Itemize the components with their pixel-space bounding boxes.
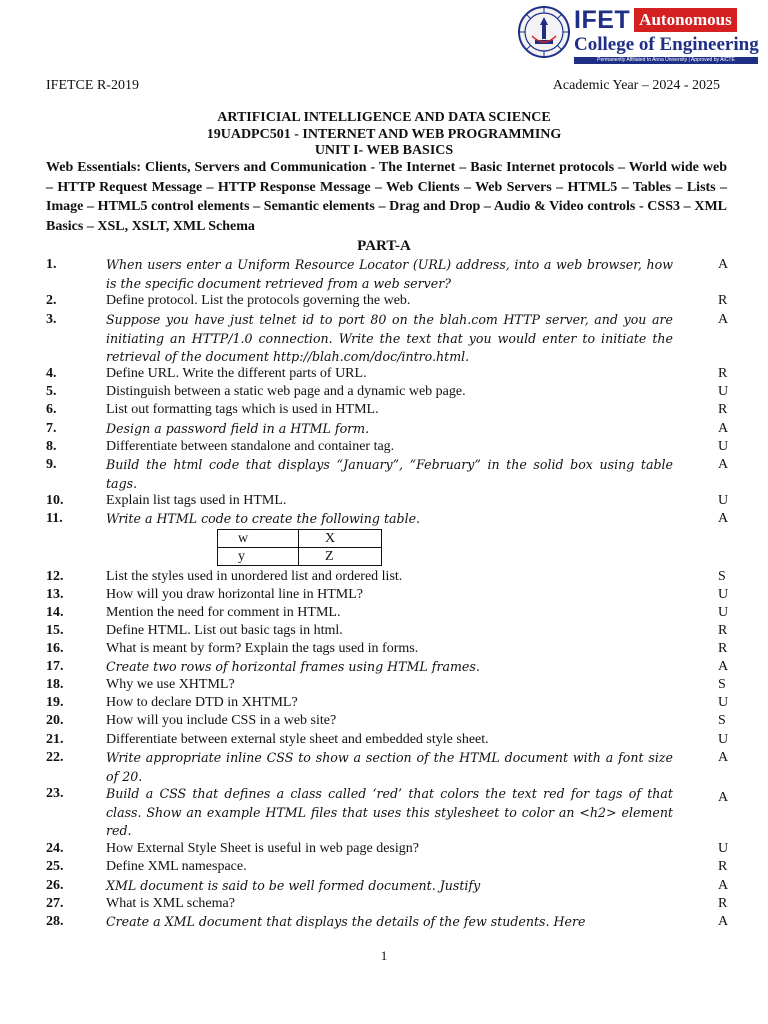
question-number: 21.: [46, 732, 64, 747]
question-text: Define HTML. List out basic tags in html.: [106, 623, 343, 638]
bloom-level: R: [718, 896, 728, 911]
question-text: Differentiate between standalone and container tag.: [106, 439, 395, 454]
question-text: Distinguish between a static web page and a dynamic web page.: [106, 384, 466, 399]
question-number: 2.: [46, 293, 57, 308]
question-number: 14.: [46, 605, 64, 620]
question-text: What is XML schema?: [106, 896, 235, 911]
question-text: How to declare DTD in XHTML?: [106, 695, 298, 710]
question-text: Design a password field in a HTML form.: [106, 421, 370, 436]
bloom-level: R: [718, 366, 728, 381]
question-text: XML document is said to be well formed document. Justify: [106, 878, 481, 893]
question-text: Define URL. Write the different parts of URL.: [106, 366, 367, 381]
page-number: 1: [380, 948, 388, 963]
question-text: Define protocol. List the protocols governing the web.: [106, 293, 411, 308]
question-text: Create a XML document that displays the details of the few students. Here: [106, 914, 586, 929]
bloom-level: A: [718, 750, 729, 765]
bloom-level: U: [718, 384, 729, 399]
logo-brand: IFET: [574, 5, 631, 34]
question-text: How will you draw horizontal line in HTML?: [106, 587, 364, 602]
question-text: Differentiate between external style sheet and embedded style sheet.: [106, 732, 489, 747]
question-text: Why we use XHTML?: [106, 677, 235, 692]
bloom-level: A: [718, 312, 729, 327]
bloom-level: R: [718, 402, 728, 417]
logo-college-name: College of Engineering: [574, 34, 759, 55]
question-number: 1.: [46, 257, 57, 272]
bloom-level: A: [718, 790, 729, 805]
bloom-level: A: [718, 659, 729, 674]
logo-wordmark: [574, 6, 737, 34]
unit-title: UNIT I- WEB BASICS: [314, 143, 454, 158]
part-a-heading: PART-A: [357, 238, 411, 254]
bloom-level: A: [718, 457, 729, 472]
question-number: 26.: [46, 878, 64, 893]
question-text: Explain list tags used in HTML.: [106, 493, 287, 508]
logo-autonomous-badge: Autonomous: [634, 8, 737, 32]
sample-table-cell: X: [299, 530, 382, 548]
question-number: 15.: [46, 623, 64, 638]
question-text: List the styles used in unordered list and ordered list.: [106, 569, 403, 584]
bloom-level: U: [718, 695, 729, 710]
question-number: 24.: [46, 841, 64, 856]
question-number: 19.: [46, 695, 64, 710]
course-title: 19UADPC501 - INTERNET AND WEB PROGRAMMING: [206, 126, 562, 142]
logo-affiliation-strip: Permanently Affiliated to Anna University | Approved by AICTE: [574, 57, 758, 64]
bloom-level: U: [718, 841, 729, 856]
bloom-level: U: [718, 493, 729, 508]
question-number: 18.: [46, 677, 64, 692]
title-block: [0, 110, 768, 160]
bloom-level: U: [718, 605, 729, 620]
sample-table: [217, 529, 382, 566]
question-number: 27.: [46, 896, 64, 911]
college-seal-icon: [518, 6, 570, 58]
question-text: Suppose you have just telnet id to port 80 on the blah.com HTTP server, and you are initiating an HTTP/1.0 connection. Write the text that you would enter to initiate the retrieval of the document http://blah.com/doc/intro.html.: [106, 312, 673, 364]
bloom-level: S: [718, 569, 726, 584]
bloom-level: A: [718, 878, 729, 893]
question-number: 6.: [46, 402, 57, 417]
question-number: 5.: [46, 384, 57, 399]
bloom-level: S: [718, 677, 726, 692]
question-text: How External Style Sheet is useful in web page design?: [106, 841, 419, 856]
bloom-level: U: [718, 439, 729, 454]
bloom-level: A: [718, 511, 729, 526]
question-number: 20.: [46, 713, 64, 728]
question-text: List out formatting tags which is used in HTML.: [106, 402, 379, 417]
question-text: Define XML namespace.: [106, 859, 247, 874]
question-text: When users enter a Uniform Resource Locator (URL) address, into a web browser, how is the specific document retrieved from a web server?: [106, 257, 673, 291]
bloom-level: R: [718, 293, 728, 308]
question-number: 7.: [46, 421, 57, 436]
department-title: ARTIFICIAL INTELLIGENCE AND DATA SCIENCE: [217, 110, 551, 125]
question-number: 10.: [46, 493, 64, 508]
question-text: Create two rows of horizontal frames using HTML frames.: [106, 659, 480, 674]
bloom-level: R: [718, 859, 728, 874]
question-number: 4.: [46, 366, 57, 381]
regulation-code: IFETCE R-2019: [46, 78, 139, 93]
academic-year: Academic Year – 2024 - 2025: [552, 78, 720, 93]
question-number: 28.: [46, 914, 64, 929]
unit-syllabus: Web Essentials: Clients, Servers and Communication - The Internet – Basic Internet protocols – World wide web – HTTP Request Message – HTTP Response Message – Web Clients – Web Servers – HTML5 – Tables – Lists – Image – HTML5 control elements – Semantic elements – Drag and Drop – Audio & Video controls - CSS3 – XML Basics – XSL, XSLT, XML Schema: [46, 160, 727, 234]
question-text: How will you include CSS in a web site?: [106, 713, 337, 728]
question-number: 22.: [46, 750, 64, 765]
bloom-level: U: [718, 587, 729, 602]
question-text: Build the html code that displays “January”, “February” in the solid box using table tags.: [106, 457, 673, 491]
question-number: 23.: [46, 786, 64, 801]
question-number: 12.: [46, 569, 64, 584]
sample-table-cell: w: [218, 530, 299, 548]
question-number: 9.: [46, 457, 57, 472]
sample-table-cell: Z: [299, 548, 382, 566]
college-logo: [518, 4, 758, 64]
question-number: 25.: [46, 859, 64, 874]
bloom-level: A: [718, 421, 729, 436]
question-number: 13.: [46, 587, 64, 602]
bloom-level: A: [718, 257, 729, 272]
sample-table-cell: y: [218, 548, 299, 566]
question-number: 8.: [46, 439, 57, 454]
question-text: Write appropriate inline CSS to show a section of the HTML document with a font size of 20.: [106, 750, 673, 784]
question-text: Mention the need for comment in HTML.: [106, 605, 341, 620]
bloom-level: R: [718, 623, 728, 638]
sample-table-row: [218, 548, 382, 566]
question-number: 17.: [46, 659, 64, 674]
question-number: 3.: [46, 312, 57, 327]
bloom-level: S: [718, 713, 726, 728]
bloom-level: A: [718, 914, 729, 929]
question-number: 16.: [46, 641, 64, 656]
question-text: Build a CSS that defines a class called ‘red’ that colors the text red for tags of that class. Show an example HTML files that uses this stylesheet to color an <h2> element red.: [106, 786, 673, 838]
question-number: 11.: [46, 511, 63, 526]
bloom-level: R: [718, 641, 728, 656]
sample-table-row: [218, 530, 382, 548]
question-text: Write a HTML code to create the following table.: [106, 511, 421, 526]
bloom-level: U: [718, 732, 729, 747]
question-text: What is meant by form? Explain the tags used in forms.: [106, 641, 419, 656]
